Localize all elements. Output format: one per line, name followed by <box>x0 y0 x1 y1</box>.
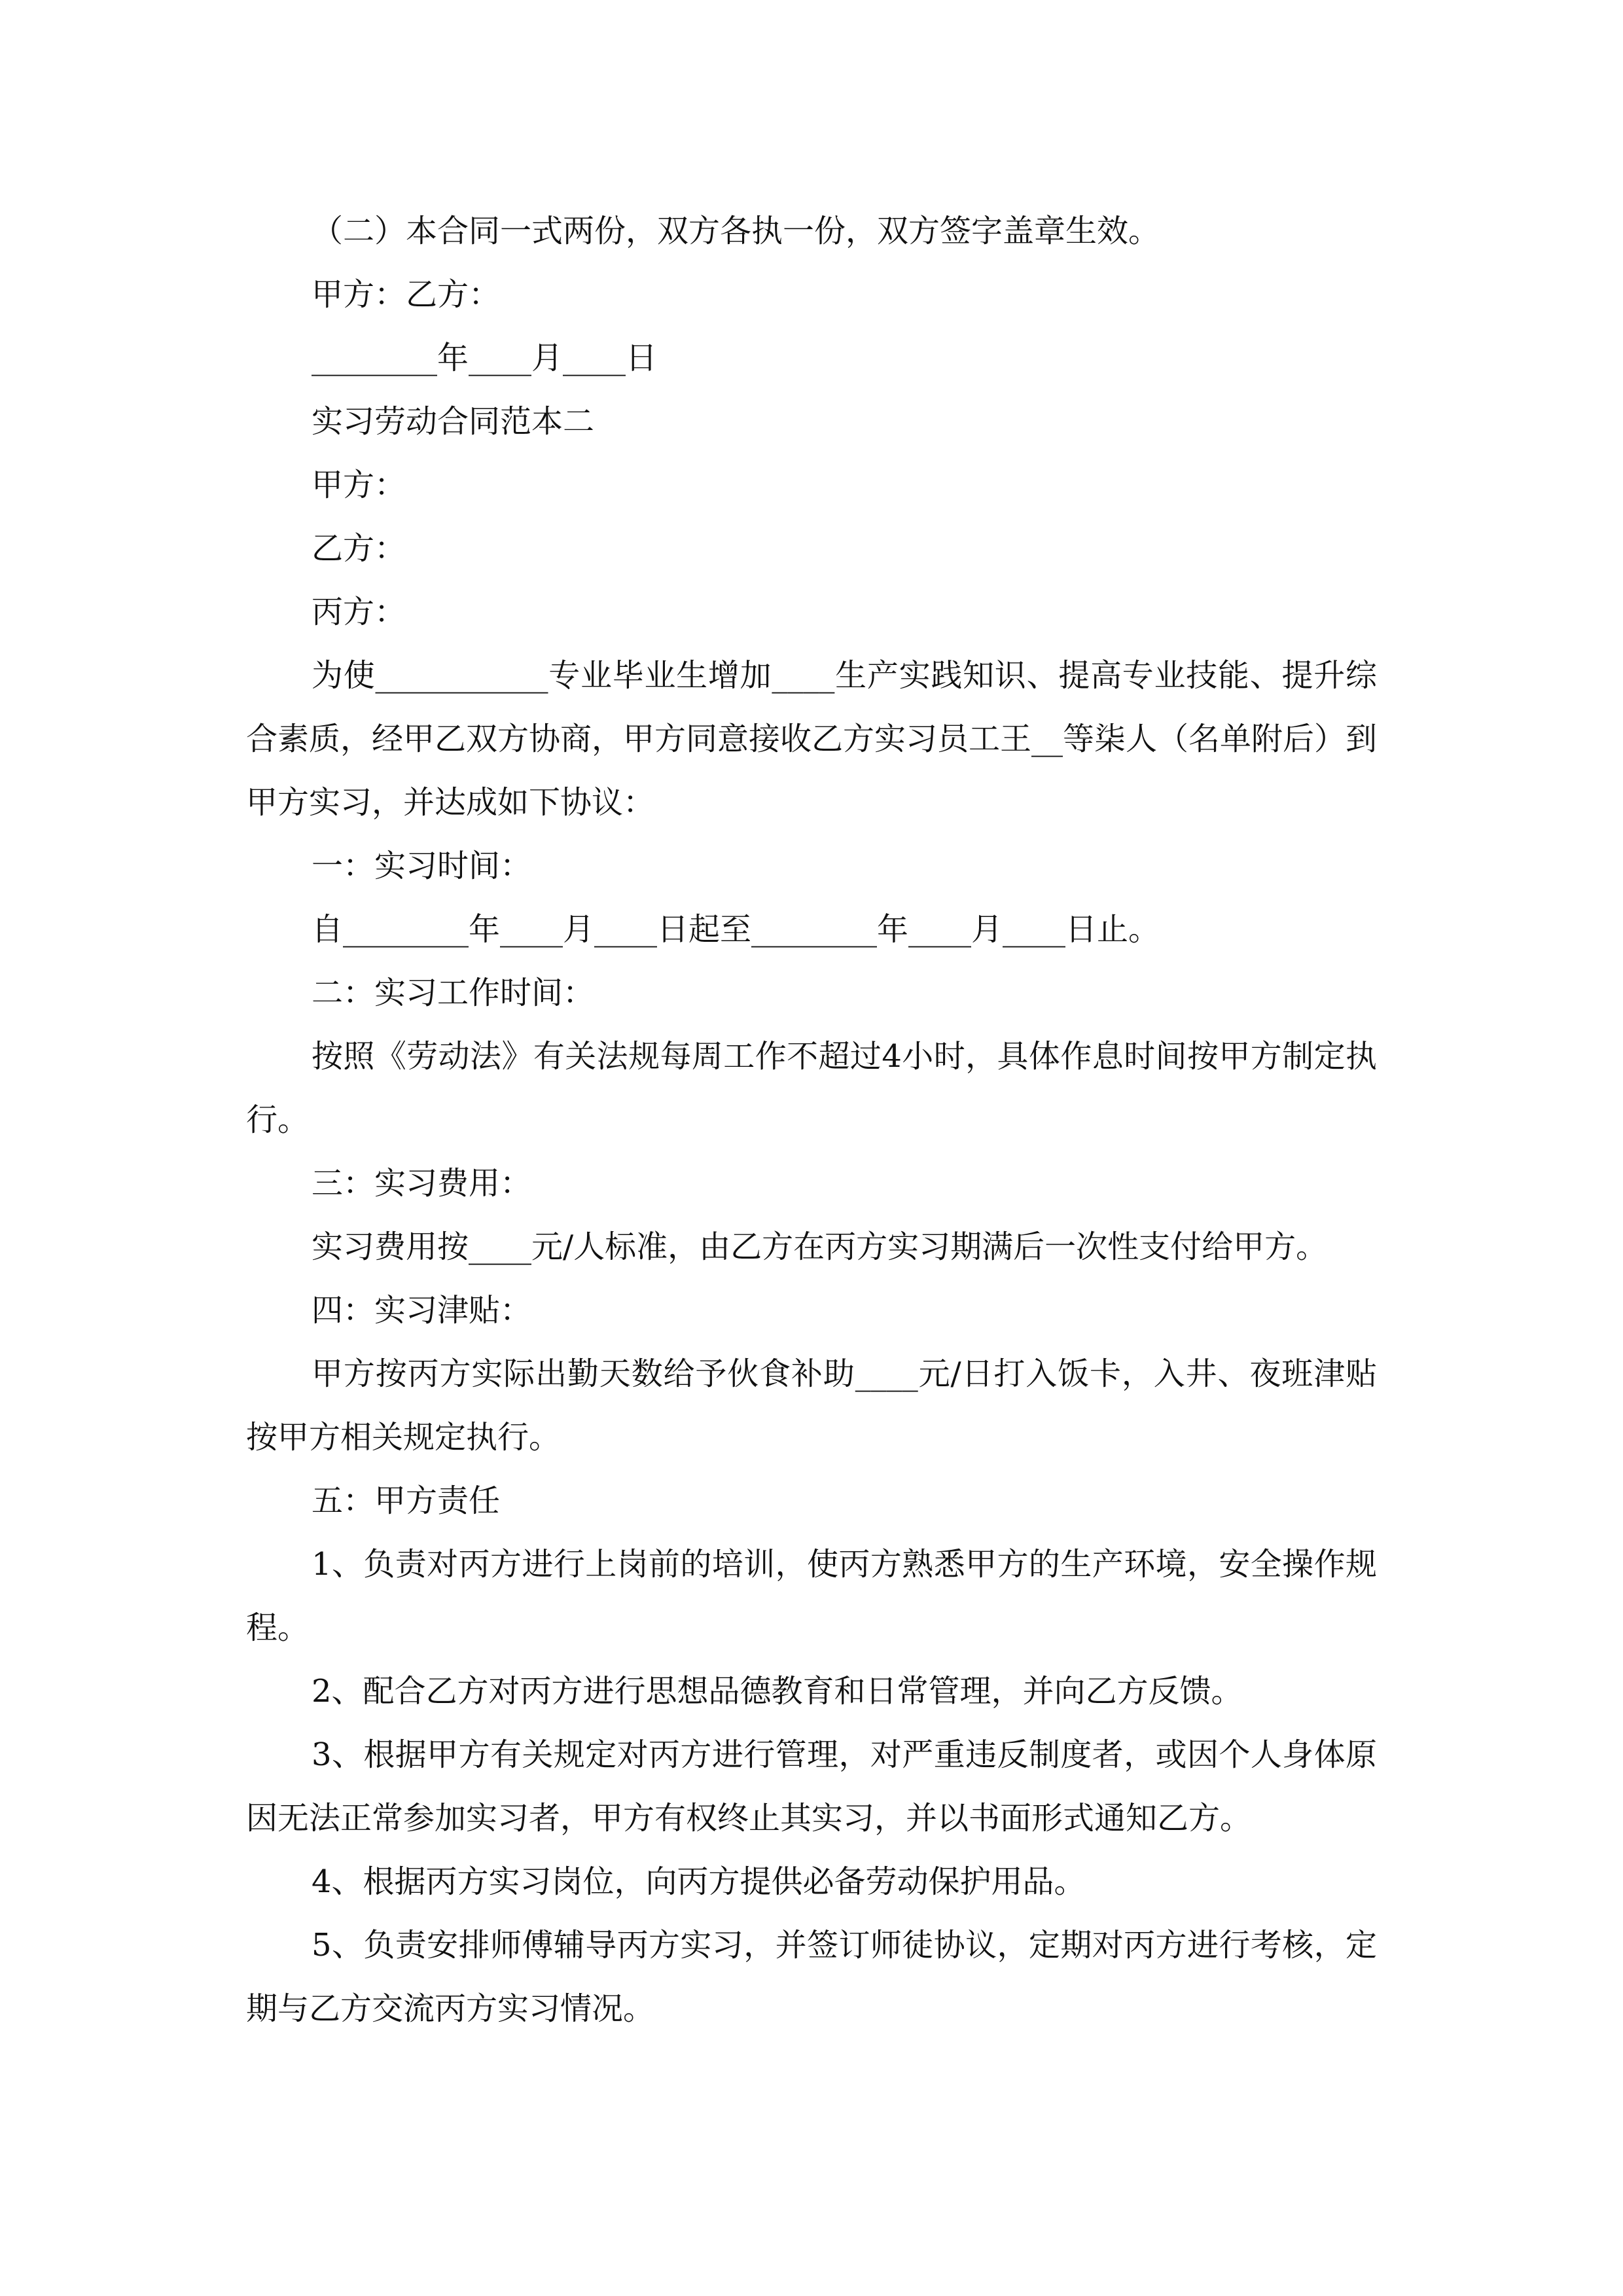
section-heading-party-a-duties: 五：甲方责任 <box>312 1482 501 1519</box>
duty-item-1: 1、负责对丙方进行上岗前的培训，使丙方熟悉甲方的生产环境，安全操作规程。 <box>246 1546 1377 1646</box>
section-heading-internship-period: 一：实习时间： <box>312 848 532 884</box>
document-body <box>246 200 1377 2041</box>
preamble-paragraph: 为使___________专业毕业生增加____生产实践知识、提高专业技能、提升综合素质，经甲乙双方协商，甲方同意接收乙方实习员工王__等柒人（名单附后）到甲方实习，并达成如下协议： <box>246 657 1378 821</box>
clause-two-copies: （二）本合同一式两份，双方各执一份，双方签字盖章生效。 <box>312 213 1160 249</box>
signature-date: ________年____月____日 <box>312 340 658 376</box>
duty-item-2: 2、配合乙方对丙方进行思想品德教育和日常管理，并向乙方反馈。 <box>312 1673 1243 1710</box>
party-a: 甲方： <box>312 467 406 503</box>
section-heading-allowance: 四：实习津贴： <box>312 1292 532 1329</box>
duty-item-4: 4、根据丙方实习岗位，向丙方提供必备劳动保护用品。 <box>312 1863 1086 1900</box>
party-b: 乙方： <box>312 530 406 567</box>
signature-parties: 甲方：乙方： <box>312 276 501 313</box>
section-heading-working-hours: 二：实习工作时间： <box>312 975 595 1011</box>
duty-item-5: 5、负责安排师傅辅导丙方实习，并签订师徒协议，定期对丙方进行考核，定期与乙方交流丙方实习情况。 <box>246 1927 1377 2027</box>
allowance-text: 甲方按丙方实际出勤天数给予伙食补助____元/日打入饭卡，入井、夜班津贴按甲方相关规定执行。 <box>246 1355 1377 1456</box>
internship-period-text: 自________年____月____日起至________年____月____日止。 <box>312 911 1160 948</box>
working-hours-text: 按照《劳动法》有关法规每周工作不超过4小时，具体作息时间按甲方制定执行。 <box>246 1038 1377 1138</box>
internship-fee-text: 实习费用按____元/人标准，由乙方在丙方实习期满后一次性支付给甲方。 <box>312 1229 1328 1265</box>
section-heading-internship-fee: 三：实习费用： <box>312 1165 532 1202</box>
party-c: 丙方： <box>312 594 406 630</box>
contract-title: 实习劳动合同范本二 <box>312 403 595 440</box>
duty-item-3: 3、根据甲方有关规定对丙方进行管理，对严重违反制度者，或因个人身体原因无法正常参加实习者，甲方有权终止其实习，并以书面形式通知乙方。 <box>246 1736 1377 1837</box>
